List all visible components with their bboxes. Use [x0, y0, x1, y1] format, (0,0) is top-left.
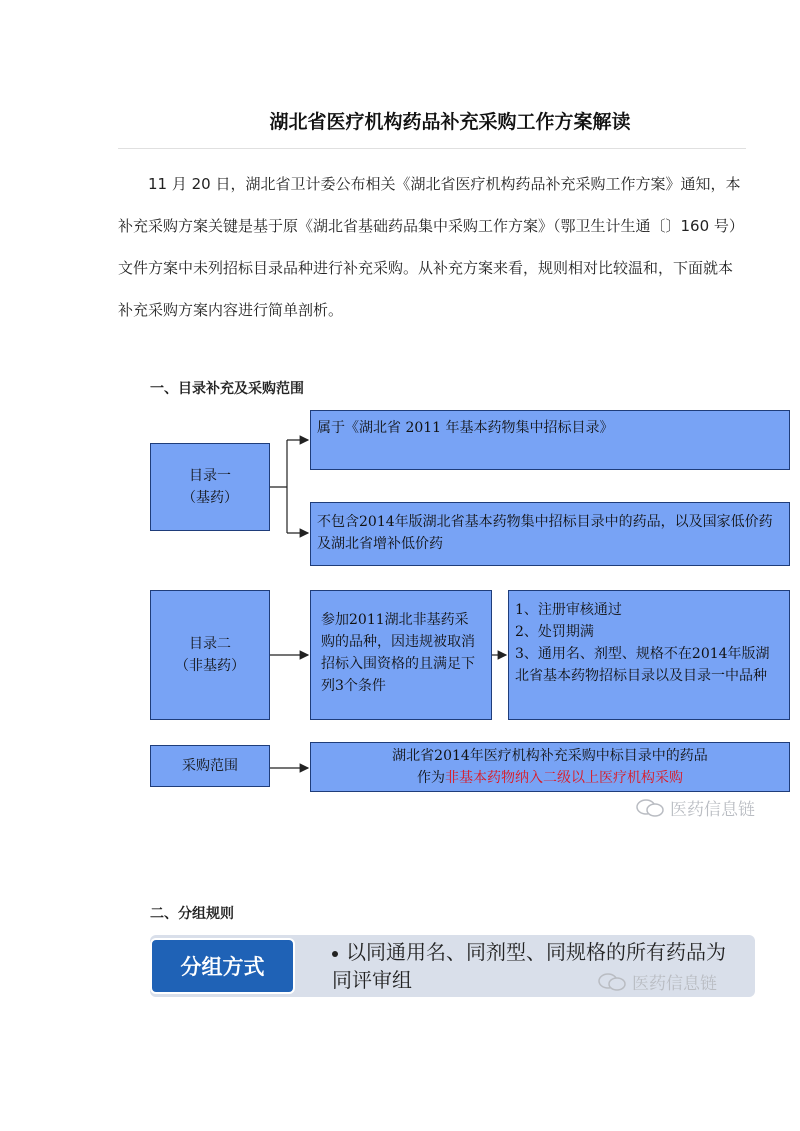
- scope-label-box: [150, 745, 270, 787]
- wechat-icon: [598, 972, 626, 992]
- catalog2-label: 目录二: [189, 636, 231, 652]
- scope-label: 采购范围: [182, 758, 238, 774]
- watermark: [598, 969, 717, 994]
- scope-line2: 作为非基本药物纳入二级以上医疗机构采购: [417, 770, 683, 786]
- bullet-icon: [332, 951, 338, 957]
- watermark-text: 医药信息链: [632, 974, 717, 994]
- section1-heading: 一、目录补充及采购范围: [150, 381, 304, 397]
- catalog1-item-a: 属于《湖北省 2011 年基本药物集中招标目录》: [310, 410, 790, 470]
- intro-paragraph: 11 月 20 日，湖北省卫计委公布相关《湖北省医疗机构药品补充采购工作方案》通知，本补充采购方案关键是基于原《湖北省基础药品集中采购工作方案》（鄂卫生计生通〔〕160 号）文件方案中未列招标目录品种进行补充采购。从补充方案来看，规则相对比较温和，下面就本补充采购方案内容进行简单剖析。: [118, 175, 744, 319]
- scope-description-box: [310, 742, 790, 792]
- catalog2-condition-intro: 参加2011湖北非基药采购的品种，因违规被取消招标入围资格的且满足下列3个条件: [310, 590, 492, 720]
- catalog1-sublabel: （基药）: [182, 490, 238, 506]
- condition-item: 1、注册审核通过: [515, 602, 622, 618]
- watermark-text: 医药信息链: [670, 800, 755, 820]
- page-title: 湖北省医疗机构药品补充采购工作方案解读: [269, 111, 631, 133]
- grouping-rule-text: 以同通用名、同剂型、同规格的所有药品为同评审组: [332, 940, 726, 992]
- catalog1-item-b: 不包含2014年版湖北省基本药物集中招标目录中的药品，以及国家低价药及湖北省增补低价药: [310, 502, 790, 566]
- scope-line1: 湖北省2014年医疗机构补充采购中标目录中的药品: [392, 748, 708, 764]
- scope-highlight: 非基本药物纳入二级以上医疗机构采购: [445, 770, 683, 786]
- section2-heading: 二、分组规则: [150, 906, 234, 922]
- catalog1-label: 目录一: [189, 468, 231, 484]
- condition-item: 2、处罚期满: [515, 624, 594, 640]
- catalog2-sublabel: （非基药）: [175, 658, 245, 674]
- watermark: [636, 795, 755, 820]
- catalog2-box: [150, 590, 270, 720]
- catalog1-box: [150, 443, 270, 531]
- condition-item: 3、通用名、剂型、规格不在2014年版湖北省基本药物招标目录以及目录一中品种: [515, 646, 770, 684]
- grouping-label: 分组方式: [150, 938, 295, 994]
- wechat-icon: [636, 798, 664, 818]
- catalog2-conditions-box: [508, 590, 790, 720]
